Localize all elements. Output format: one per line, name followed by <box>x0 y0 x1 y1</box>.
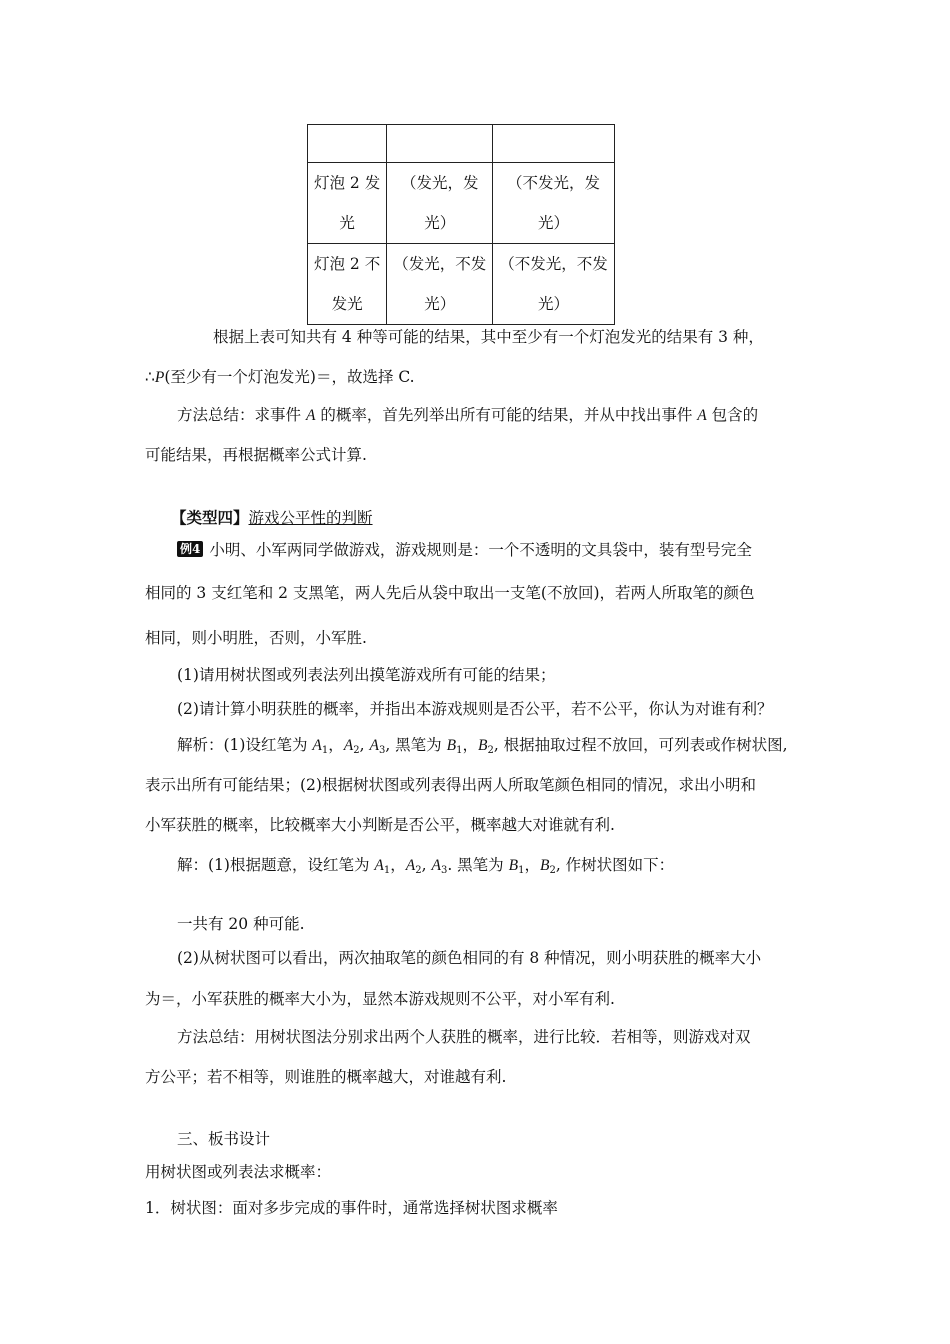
type-heading <box>171 506 373 528</box>
text: 黑笔为 <box>390 736 447 754</box>
text: 黑笔为 <box>452 856 509 874</box>
subscript: 3 <box>378 745 386 756</box>
text: , <box>359 736 365 754</box>
subscript: 2 <box>487 745 494 756</box>
example-line-1 <box>177 538 752 560</box>
cell-text: （发光，发 <box>400 174 479 192</box>
board-line-2: 1．树状图：面对多步完成的事件时，通常选择树状图求概率 <box>145 1199 558 1217</box>
variable: B <box>477 737 488 754</box>
conclusion-text: (至少有一个灯泡发光)＝，故选择 C. <box>164 368 415 386</box>
text: , <box>421 856 427 874</box>
table-cell <box>387 125 493 163</box>
variable: A <box>431 857 441 874</box>
variable: A <box>369 737 379 754</box>
text: , <box>555 856 561 874</box>
text: 小明、小军两同学做游戏，游戏规则是：一个不透明的文具袋中，装有型号完全 <box>209 541 752 559</box>
therefore-symbol: ∴ <box>145 368 155 386</box>
subscript: 1 <box>383 865 391 876</box>
cell-text: 光） <box>424 295 456 313</box>
variable: B <box>446 737 457 754</box>
subscript: 2 <box>415 865 422 876</box>
variable: A <box>343 737 354 754</box>
subscript: 1 <box>518 865 525 876</box>
text: 方法总结：求事件 <box>177 406 306 424</box>
conclusion-line-1: 根据上表可知共有 4 种等可能的结果，其中至少有一个灯泡发光的结果有 3 种， <box>213 328 764 346</box>
section-heading: 三、板书设计 <box>177 1130 271 1148</box>
outcome-table <box>307 124 615 325</box>
variable: A <box>312 737 322 754</box>
subscript: 3 <box>440 865 448 876</box>
cell-text: 发光 <box>331 295 363 313</box>
subscript: 2 <box>353 745 360 756</box>
subscript: 1 <box>456 745 463 756</box>
text: ， <box>328 736 344 754</box>
example-badge: 例4 <box>177 541 203 557</box>
table-row <box>308 244 615 325</box>
cell-text: （不发光，不发 <box>499 255 608 273</box>
example-line-2: 相同的 3 支红笔和 2 支黑笔，两人先后从袋中取出一支笔(不放回)，若两人所取笔的颜色 <box>145 584 755 602</box>
text: 包含的 <box>706 406 759 424</box>
variable: A <box>374 857 384 874</box>
type-tag: 【类型四】 <box>171 508 249 527</box>
table-cell <box>493 125 615 163</box>
example-line-3: 相同，则小明胜，否则，小军胜. <box>145 629 367 647</box>
table-cell <box>387 244 493 325</box>
method-summary-1-line-2: 可能结果，再根据概率公式计算. <box>145 446 367 464</box>
analysis-line-1 <box>177 733 788 756</box>
analysis-line-2: 表示出所有可能结果；(2)根据树状图或列表得出两人所取笔颜色相同的情况，求出小明和 <box>145 776 756 794</box>
table-cell <box>308 163 387 244</box>
text: 根据抽取过程不放回，可列表或作树状图, <box>498 736 788 754</box>
variable: A <box>305 407 316 424</box>
method-summary-1-line-1 <box>177 403 758 425</box>
text: ， <box>462 736 478 754</box>
table-cell <box>493 163 615 244</box>
cell-text: 光） <box>537 214 569 232</box>
cell-text: 光 <box>339 214 355 232</box>
cell-text: 灯泡 2 发 <box>314 174 381 192</box>
text: ， <box>524 856 540 874</box>
table-cell <box>387 163 493 244</box>
subscript: 2 <box>549 865 556 876</box>
variable: A <box>697 407 707 424</box>
cell-text: 光） <box>424 214 456 232</box>
variable: A <box>405 857 416 874</box>
cell-text: （发光，不发 <box>393 255 487 273</box>
method-summary-2-line-2: 方公平；若不相等，则谁胜的概率越大，对谁越有利. <box>145 1068 507 1086</box>
question-2: (2)请计算小明获胜的概率，并指出本游戏规则是否公平，若不公平，你认为对谁有利？ <box>177 700 773 718</box>
solution-line-1 <box>177 853 674 876</box>
method-summary-2-line-1: 方法总结：用树状图法分别求出两个人获胜的概率，进行比较．若相等，则游戏对双 <box>177 1028 751 1046</box>
part2-line-1: (2)从树状图可以看出，两次抽取笔的颜色相同的有 8 种情况，则小明获胜的概率大小 <box>177 949 762 967</box>
cell-text: 灯泡 2 不 <box>314 255 381 273</box>
question-1: (1)请用树状图或列表法列出摸笔游戏所有可能的结果； <box>177 666 556 684</box>
probability-symbol: P <box>154 369 165 386</box>
text: 解：(1)根据题意，设红笔为 <box>177 856 375 874</box>
part2-line-2: 为＝，小军获胜的概率大小为，显然本游戏规则不公平，对小军有利. <box>145 990 615 1008</box>
text: , <box>493 736 499 754</box>
table-cell <box>493 244 615 325</box>
table-row <box>308 163 615 244</box>
text: 解析：(1)设红笔为 <box>177 736 313 754</box>
total-outcomes: 一共有 20 种可能. <box>177 915 305 933</box>
table-cell <box>308 244 387 325</box>
board-line-1: 用树状图或列表法求概率： <box>145 1163 332 1181</box>
analysis-line-3: 小军获胜的概率，比较概率大小判断是否公平，概率越大对谁就有利. <box>145 816 615 834</box>
type-title: 游戏公平性的判断 <box>248 509 373 527</box>
table-row <box>308 125 615 163</box>
variable: B <box>508 857 519 874</box>
cell-text: （不发光，发 <box>506 174 600 192</box>
table-cell <box>308 125 387 163</box>
conclusion-line-2 <box>145 365 415 387</box>
text: , <box>385 736 391 754</box>
text: . <box>447 856 453 874</box>
variable: B <box>539 857 550 874</box>
text: 作树状图如下： <box>560 856 675 874</box>
subscript: 1 <box>321 745 329 756</box>
text: ， <box>390 856 406 874</box>
cell-text: 光） <box>537 295 569 313</box>
text: 的概率，首先列举出所有可能的结果，并从中找出事件 <box>315 406 698 424</box>
